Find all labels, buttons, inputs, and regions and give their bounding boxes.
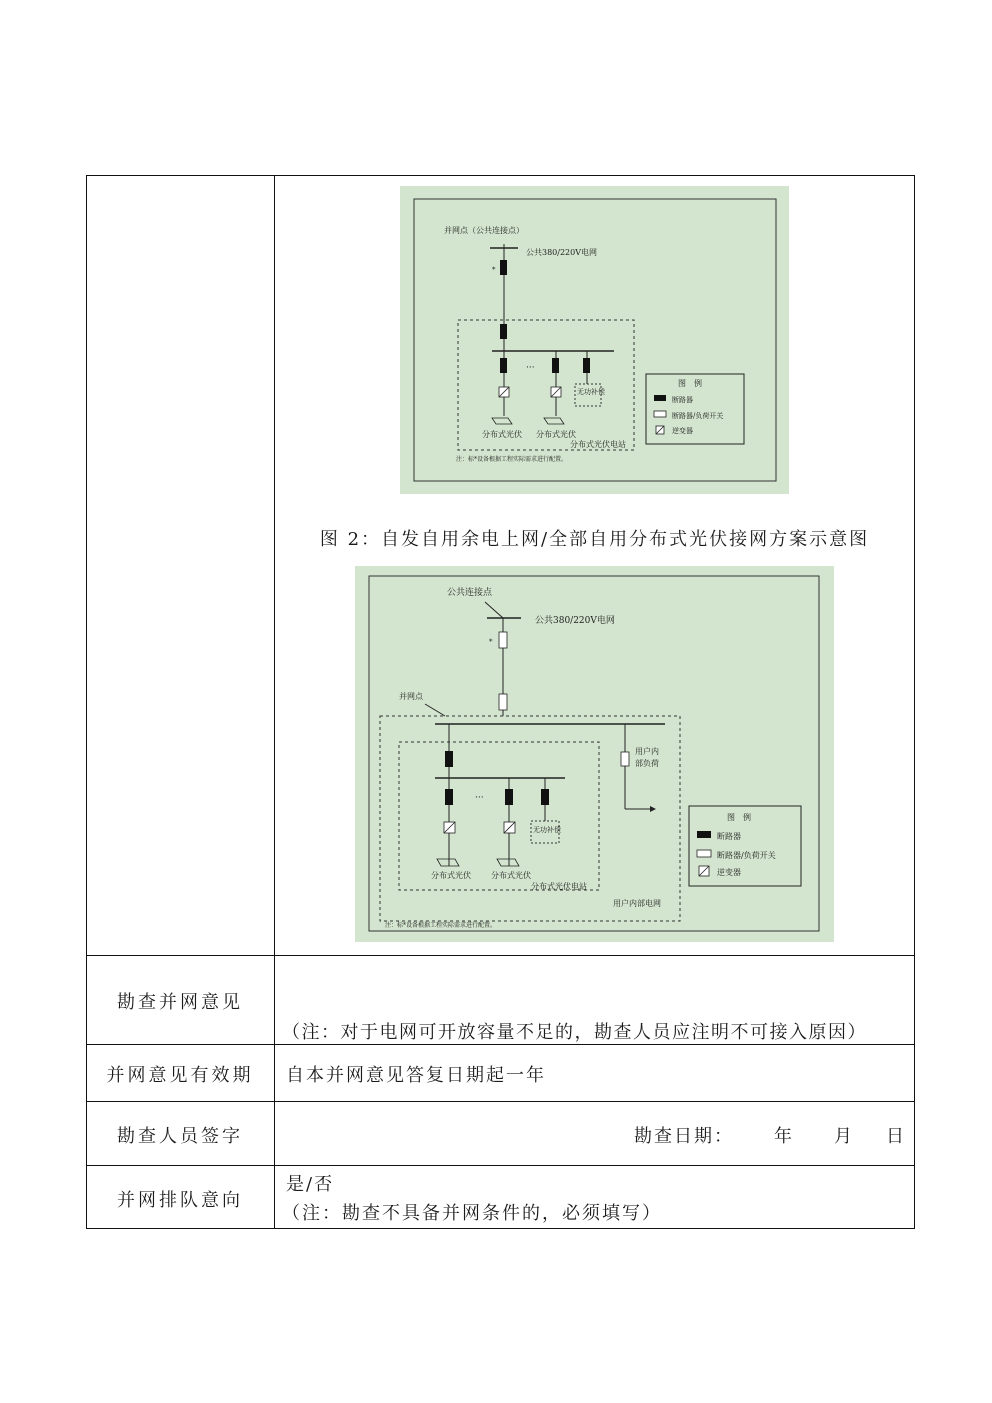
grid-label: 公共380/220V电网	[535, 616, 615, 626]
reactive-comp-label: 无功补偿	[577, 388, 605, 396]
legend-title: 图 例	[727, 813, 751, 822]
row-divider	[86, 1101, 915, 1102]
column-divider	[274, 175, 275, 1229]
application-form-table	[86, 175, 915, 1229]
queue-label: 并网排队意向	[117, 1190, 243, 1211]
pv-label: 分布式光伏	[431, 871, 471, 880]
station-label: 分布式光伏电站	[570, 440, 626, 449]
validity-value: 自本并网意见答复日期起一年	[286, 1065, 546, 1086]
date-day: 日	[886, 1126, 906, 1147]
row-divider	[86, 955, 915, 956]
signature-label: 勘查人员签字	[117, 1126, 243, 1147]
legend-load-switch: 断路器/负荷开关	[672, 412, 724, 420]
legend-load-switch: 断路器/负荷开关	[717, 851, 776, 860]
survey-opinion-note: （注：对于电网可开放容量不足的，勘查人员应注明不可接入原因）	[282, 1022, 867, 1043]
svg-text:*: *	[492, 266, 496, 274]
figure-2-caption: 图 2：自发自用余电上网/全部自用分布式光伏接网方案示意图	[319, 529, 870, 550]
figure-1-diagram	[400, 186, 789, 494]
table-border-right	[914, 175, 915, 1229]
svg-text:···: ···	[475, 793, 484, 803]
legend-inverter: 逆变器	[672, 427, 693, 435]
row-divider	[86, 1044, 915, 1045]
date-month: 月	[834, 1126, 854, 1147]
validity-label: 并网意见有效期	[106, 1065, 254, 1086]
survey-date-label: 勘查日期：	[634, 1126, 734, 1147]
legend-inverter: 逆变器	[717, 868, 741, 877]
pv-label: 分布式光伏	[482, 430, 522, 439]
reactive-comp-label: 无功补偿	[533, 826, 561, 834]
svg-text:*: *	[489, 638, 493, 646]
pv-label: 分布式光伏	[536, 430, 576, 439]
grid-point-label: 并网点（公共连接点）	[444, 226, 524, 235]
pv-label: 分布式光伏	[491, 871, 531, 880]
legend-title: 图 例	[678, 379, 702, 388]
pcc-label: 公共连接点	[447, 588, 493, 598]
user-load-label-2: 部负荷	[635, 759, 659, 768]
figure-note: 注：标*设备根据工程实际需求进行配置。	[385, 922, 497, 929]
table-border-top	[86, 175, 915, 176]
figure-note: 注：标*设备根据工程实际需求进行配置。	[456, 456, 568, 463]
queue-value: 是/否	[286, 1174, 335, 1195]
legend-breaker: 断路器	[717, 832, 741, 841]
user-grid-label: 用户内部电网	[613, 899, 661, 908]
station-label: 分布式光伏电站	[531, 882, 587, 891]
row-divider	[86, 1165, 915, 1166]
table-border-bottom	[86, 1228, 915, 1229]
grid-point-label: 并网点	[399, 692, 423, 701]
grid-label: 公共380/220V电网	[526, 248, 598, 257]
legend-breaker: 断路器	[672, 396, 693, 404]
svg-text:···: ···	[526, 363, 535, 373]
survey-opinion-label: 勘查并网意见	[117, 992, 243, 1013]
figure-2-diagram	[355, 566, 834, 942]
date-year: 年	[774, 1126, 794, 1147]
user-load-label-1: 用户内	[635, 747, 659, 756]
queue-note: （注：勘查不具备并网条件的，必须填写）	[282, 1203, 662, 1224]
